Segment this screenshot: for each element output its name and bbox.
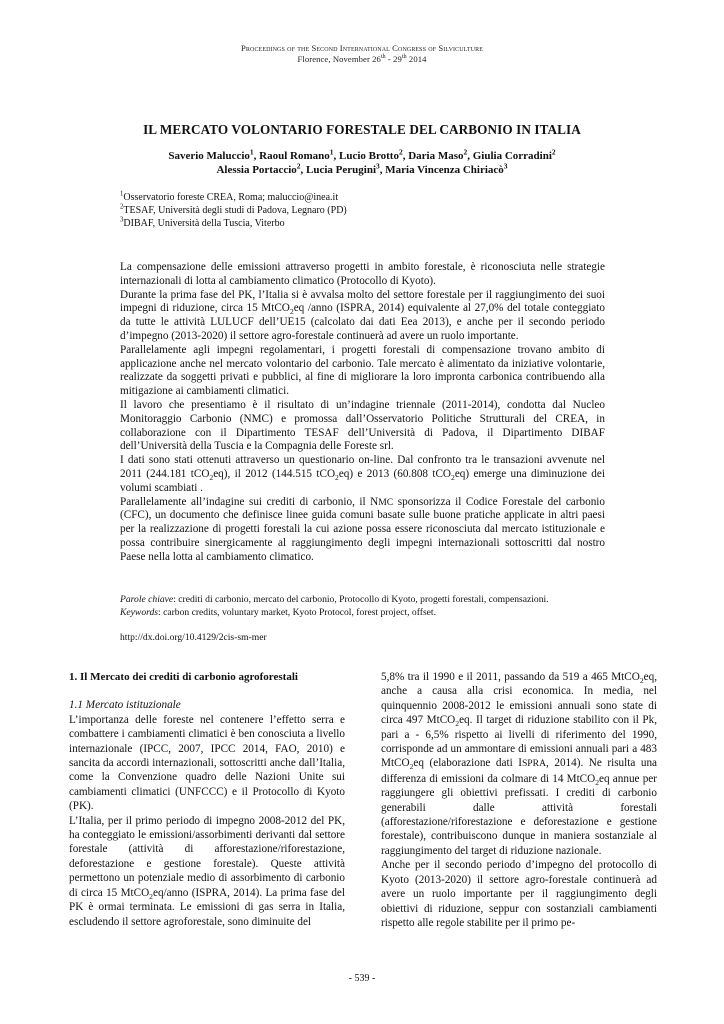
abstract-paragraph: Il lavoro che presentiamo è il risultato di un’indagine triennale (2011-2014), condotta dal Nucleo Monitoraggio Carbonio (NMC) e promossa dall’Osservatorio Politiche Strutturali del CREA, in collaborazione con il Dipartimento TESAF dell’Università di Padova, il Dipartimento DIBAF dell’Università della Tuscia e la Compagnia delle Foreste srl. (120, 398, 605, 453)
body-column-left (69, 670, 345, 929)
author-affiliation-mark: 1 (249, 147, 254, 157)
abstract-paragraph: La compensazione delle emissioni attraverso progetti in ambito forestale, è riconosciuta nelle strategie internazionali di lotta al cambiamento climatico (Protocollo di Kyoto). (120, 261, 605, 287)
abstract (120, 261, 605, 565)
abstract-paragraph: Parallelamente agli impegni regolamentari, i progetti forestali di compensazione trovano ambito di applicazione anche nel mercato volontario del carbonio. Tale mercato è alimentato da iniziative volontarie, realizzate da soggetti privati e pubblici, al fine di migliorare la loro impronta carbonica contribuendo alla mitigazione ai cambiamenti climatici. (120, 343, 605, 398)
keywords-block (120, 594, 605, 619)
author-line-2: Alessia Portaccio$^2$, Lucia Perugini$^3$, Maria Vincenza Chiriacò$^3$ (216, 161, 508, 176)
paper-title: IL MERCATO VOLONTARIO FORESTALE DEL CARBONIO IN ITALIA (143, 122, 581, 137)
abstract-paragraph: Durante la prima fase del PK, l’Italia si è avvalsa molto del settore forestale per il raggiungimento dei suoi impegni di riduzione, circa 15 MtCO$_2$eq /anno (ISPRA, 2014) equivalente al 27,0% del totale conteggiato da tutte le attività LULUCF dell’UE15 (calcolato dai dati Eea 2013), e anche per il secondo periodo d’impegno (2013-2020) il settore agro-forestale continuerà ad avere un ruolo importante. (120, 288, 605, 342)
keywords-english: Keywords: carbon credits, voluntary market, Kyoto Protocol, forest project, offset. (120, 606, 436, 618)
author-affiliation-mark: 3 (503, 161, 508, 171)
page-number: - 539 - (348, 973, 376, 984)
author-name: Lucio Brotto (338, 150, 399, 162)
affiliations (120, 191, 347, 230)
author-affiliation-mark: 3 (376, 161, 380, 171)
author-name: Saverio Maluccio (168, 150, 250, 162)
abstract-paragraph: I dati sono stati ottenuti attraverso un questionario on-line. Dal confronto tra le transazioni avvenute nel 2011 (244.181 tCO$_2$eq), il 2012 (144.515 tCO$_2$eq) e 2013 (60.808 tCO$_2$eq) emerge una diminuzione dei volumi scambiati . (120, 454, 605, 494)
author-affiliation-mark: 1 (329, 147, 334, 157)
body-column-right (381, 670, 657, 930)
body-paragraph: Anche per il secondo periodo d’impegno del protocollo di Kyoto (2013-2020) il settore agro-forestale continuerà ad avere un ruolo importante per il raggiungimento degli obiettivi di riduzione, seppur con sostanziali cambiamenti rispetto alle regole stabilite per il primo pe- (381, 859, 657, 929)
author-affiliation-mark: 2 (551, 147, 556, 157)
body-paragraph: L’importanza delle foreste nel contenere l’effetto serra e combattere i cambiamenti climatici è ben conosciuta a livello internazionale (IPCC, 2007, IPCC 2014, FAO, 2010) e sancita da accordi internazionali, sottoscritti anche dall’Italia, come la Convenzione quadro delle Nazioni Unite sui cambiamenti climatici (UNFCCC) e il Protocollo di Kyoto (PK). (69, 713, 345, 813)
affiliation-item: $^1$Osservatorio foreste CREA, Roma; maluccio@inea.it (120, 190, 339, 203)
author-line-1: Saverio Maluccio$^1$, Raoul Romano$^1$, Lucio Brotto$^2$, Daria Maso$^2$, Giulia Corradini$^2$ (168, 147, 556, 162)
conference-dates: Florence, November 26th - 29th 2014 (297, 54, 427, 64)
author-affiliation-mark: 2 (463, 147, 468, 157)
author-name: Daria Maso (408, 150, 464, 162)
section-heading: 1. Il Mercato dei crediti di carbonio agroforestali (69, 671, 298, 683)
affiliation-item: $^3$DIBAF, Università della Tuscia, Viterbo (120, 216, 285, 229)
author-name: Giulia Corradini (472, 150, 552, 162)
doi-link[interactable]: http://dx.doi.org/10.4129/2cis-sm-mer (120, 632, 267, 643)
author-name: Alessia Portaccio (216, 164, 297, 176)
author-list (60, 149, 664, 177)
author-name: Maria Vincenza Chiriacò (385, 164, 504, 176)
author-name: Raoul Romano (259, 150, 330, 162)
author-name: Lucia Perugini (306, 164, 377, 176)
keywords-italian: Parole chiave: crediti di carbonio, mercato del carbonio, Protocollo di Kyoto, progetti forestali, compensazioni. (120, 594, 549, 605)
body-paragraph: L’Italia, per il primo periodo di impegno 2008-2012 del PK, ha conteggiato le emissioni/assorbimenti derivanti dal settore forestale (attività di afforestazione/riforestazione, deforestazione e gestione forestale). Queste attività permettono un potenziale medio di assorbimento di carbonio di circa 15 MtCO$_2$eq/anno (ISPRA, 2014). La prima fase del PK è ormai terminata. Le emissioni di gas serra in Italia, escludendo il settore agroforestale, sono diminuite del (69, 814, 345, 928)
proceedings-title: Proceedings of the Second International Congress of Silviculture (241, 43, 483, 53)
author-affiliation-mark: 2 (296, 161, 301, 171)
proceedings-header (0, 43, 724, 65)
affiliation-item: $^2$TESAF, Università degli studi di Padova, Legnaro (PD) (120, 203, 347, 216)
body-paragraph: 5,8% tra il 1990 e il 2011, passando da 519 a 465 MtCO$_2$eq, anche a causa alla crisi economica. In media, nel quinquennio 2008-2012 le emissioni annuali sono state di circa 497 MtCO$_2$eq. Il target di riduzione stabilito con il Pk, pari a - 6,5% rispetto ai livelli di riferimento del 1990, corrisponde ad un ammontare di emissioni annuali pari a 483 MtCO$_2$eq (elaborazione dati ISPRA, 2014). Ne risulta una differenza di emissioni da colmare di 14 MtCO$_2$eq annue per raggiungere gli obiettivi prefissati. I crediti di carbonio generabili dalle attività forestali (afforestazione/riforestazione e deforestazione e gestione forestale), contribuiscono dunque in maniera sostanziale al raggiungimento del target di riduzione nazionale. (381, 671, 658, 857)
abstract-paragraph: Parallelamente all’indagine sui crediti di carbonio, il NMC sponsorizza il Codice Forestale del carbonio (CFC), un documento che definisce linee guida comuni basate sulle buone pratiche applicate in altri paesi per la realizzazione di progetti forestali la cui azione possa essere riconosciuta dal mercato istituzionale e possa contribuire sinergicamente al raggiungimento degli impegni internazionali sottoscritti dal nostro Paese nella lotta al cambiamento climatico. (120, 495, 605, 563)
author-affiliation-mark: 2 (398, 147, 403, 157)
subsection-heading: 1.1 Mercato istituzionale (69, 699, 181, 712)
